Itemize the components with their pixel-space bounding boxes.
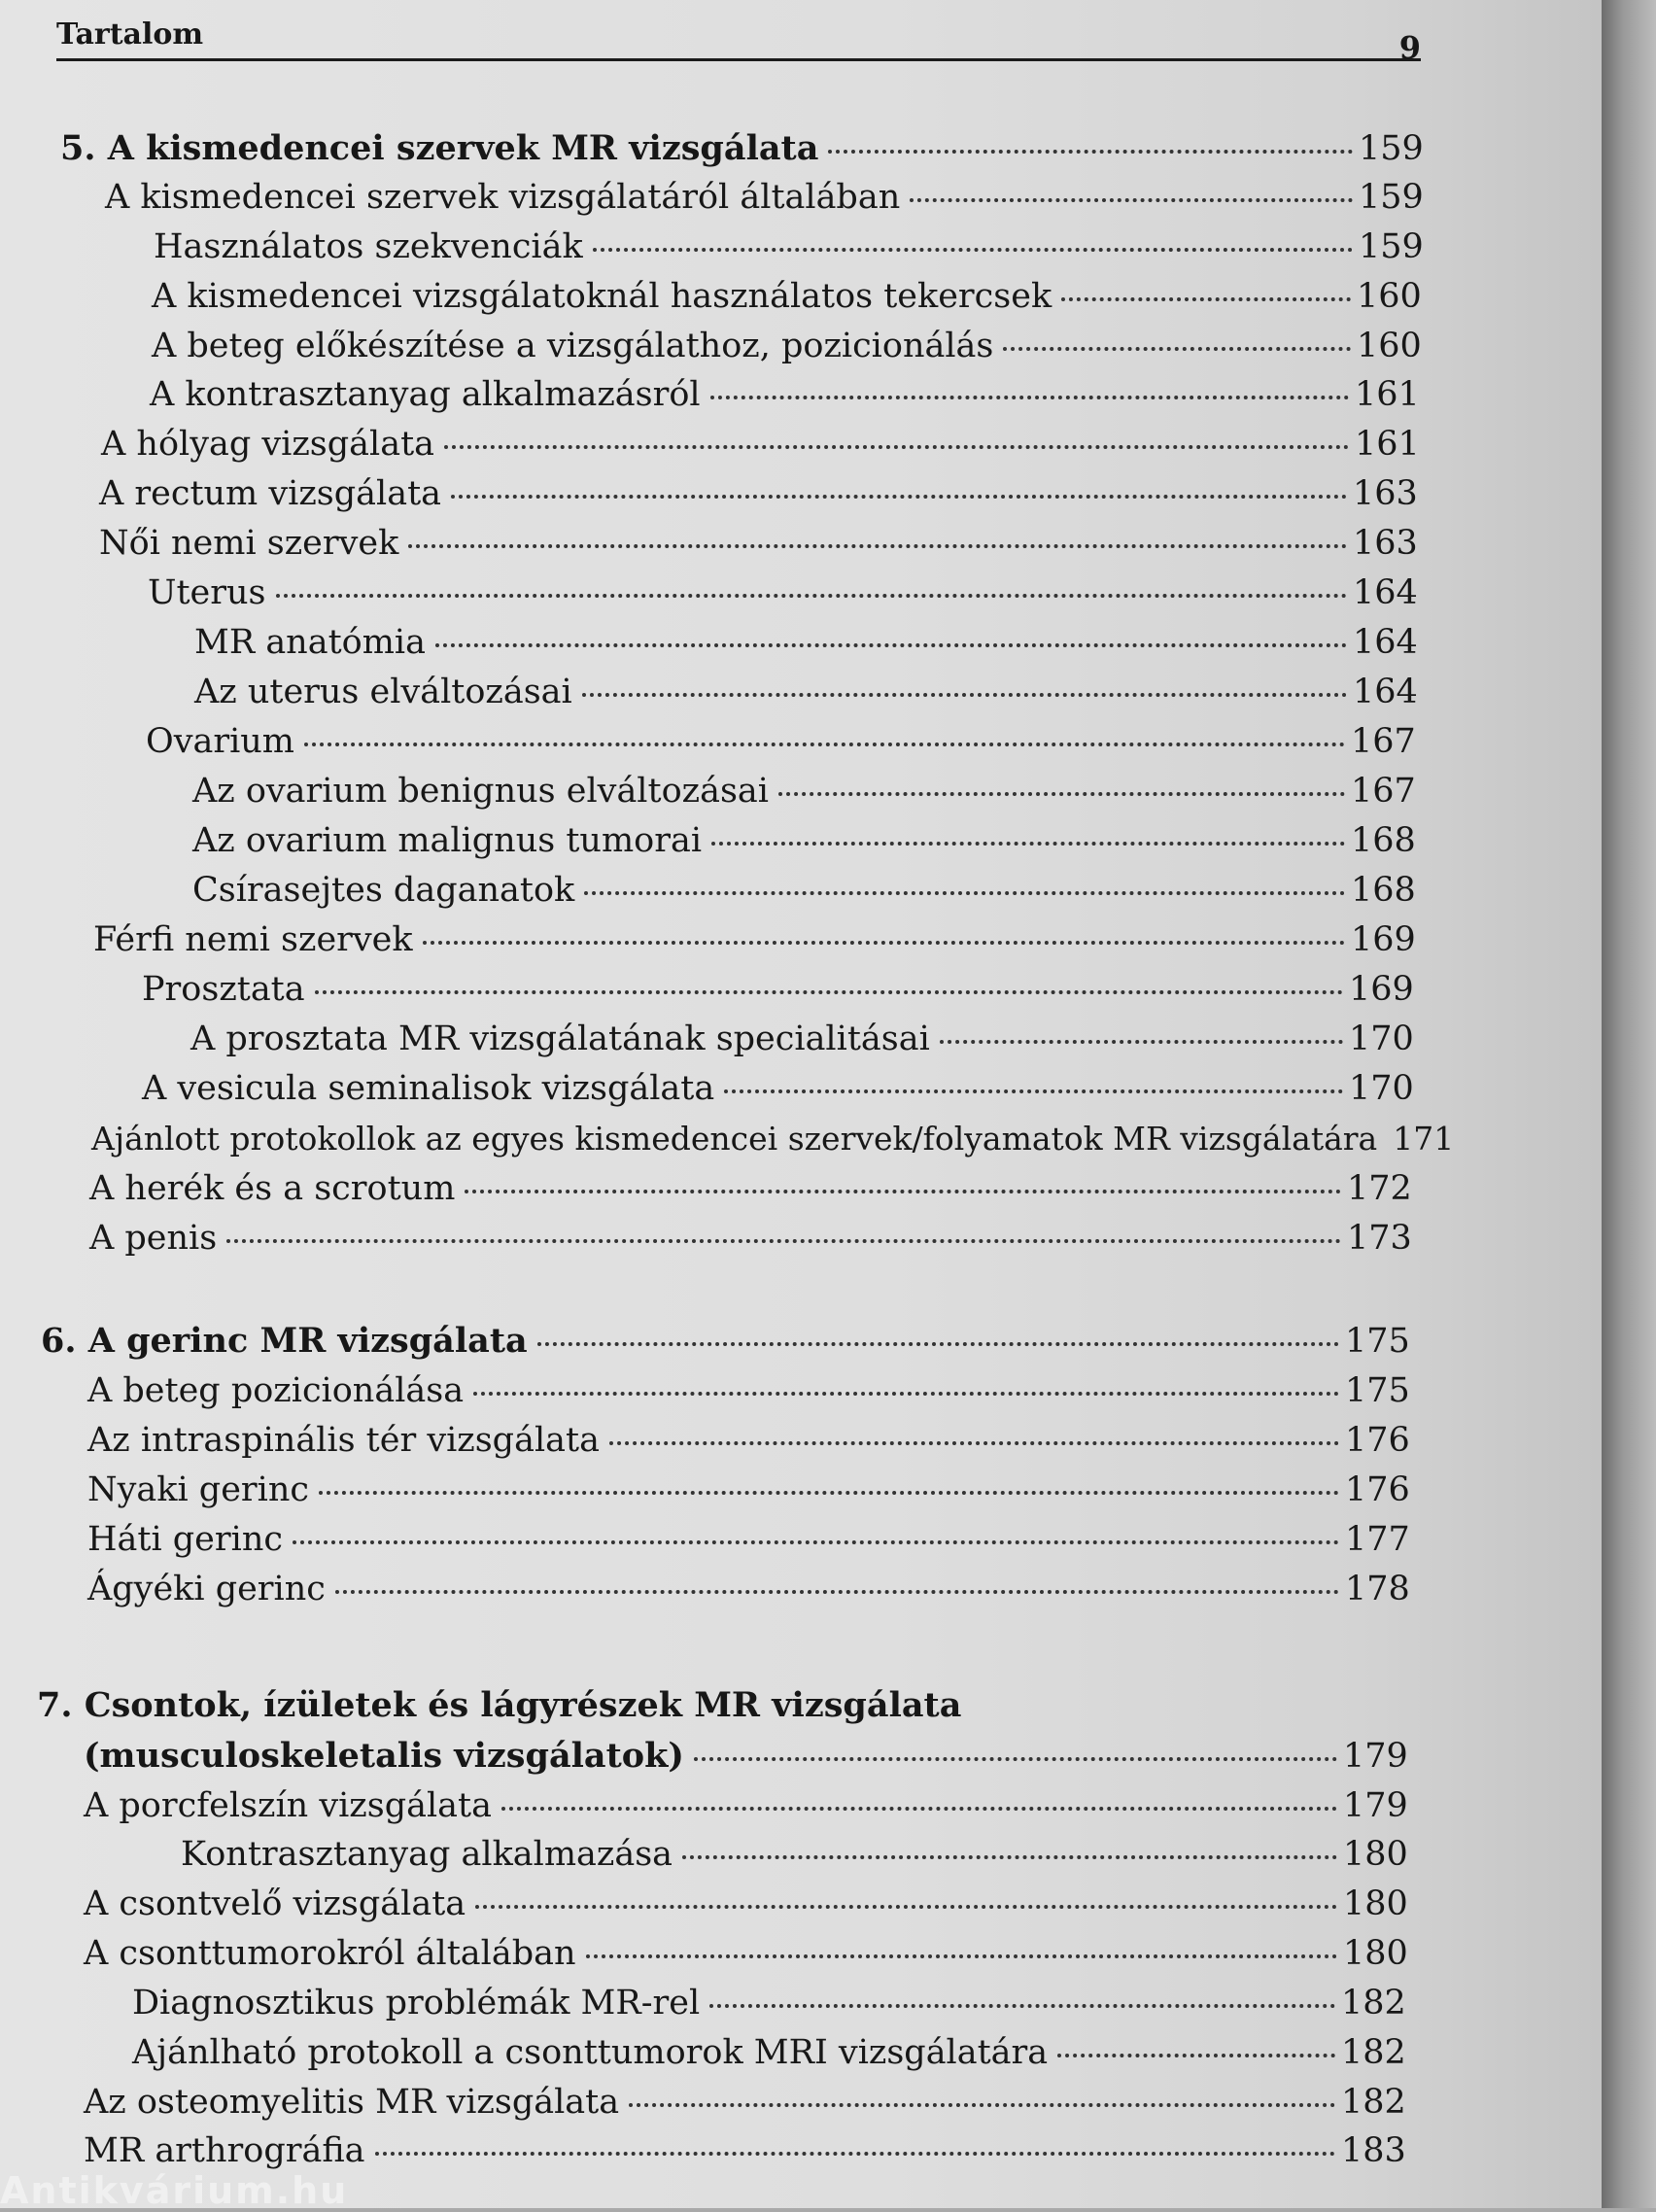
toc-entry[interactable]: A vesicula seminalisok vizsgálata 170 (142, 1069, 1414, 1108)
dot-leader (475, 1905, 1337, 1909)
dot-leader (828, 150, 1353, 154)
toc-entry[interactable]: Az osteomyelitis MR vizsgálata 182 (84, 2083, 1406, 2122)
toc-entry[interactable]: Diagnosztikus problémák MR-rel 182 (132, 1984, 1406, 2022)
watermark-text: Antikvárium.hu (0, 2169, 349, 2212)
dot-leader (584, 891, 1345, 895)
toc-entry[interactable]: Az ovarium malignus tumorai 168 (192, 821, 1416, 860)
dot-leader (586, 1954, 1337, 1958)
dot-leader (710, 396, 1349, 399)
dot-leader (276, 594, 1347, 598)
dot-leader (451, 495, 1347, 499)
page-gutter-shadow (1602, 0, 1656, 2208)
dot-leader (537, 1342, 1339, 1346)
toc-entry[interactable]: Férfi nemi szervek 169 (93, 920, 1416, 959)
dot-leader (694, 1757, 1337, 1761)
dot-leader (444, 445, 1349, 449)
dot-leader (724, 1089, 1343, 1093)
toc-entry[interactable]: MR anatómia 164 (194, 623, 1418, 662)
dot-leader (593, 248, 1353, 252)
toc-entry[interactable]: Az intraspinális tér vizsgálata 176 (87, 1421, 1410, 1460)
dot-leader (465, 1190, 1341, 1193)
dot-leader (582, 693, 1347, 697)
dot-leader (408, 544, 1347, 548)
toc-entry[interactable]: A penis 173 (89, 1219, 1412, 1258)
toc-entry[interactable]: A beteg előkészítése a vizsgálathoz, pozicionálás 160 (152, 327, 1422, 365)
toc-entry[interactable]: A kontrasztanyag alkalmazásról 161 (150, 375, 1420, 414)
toc-entry[interactable]: Ajánlható protokoll a csonttumorok MRI vizsgálatára 182 (132, 2033, 1406, 2072)
dot-leader (319, 1491, 1339, 1495)
toc-entry[interactable]: Nyaki gerinc 176 (87, 1470, 1410, 1509)
dot-leader (304, 743, 1345, 746)
toc-entry[interactable]: Csírasejtes daganatok 168 (192, 871, 1416, 910)
toc-entry[interactable]: Ovarium 167 (146, 722, 1416, 761)
toc-entry[interactable]: Az ovarium benignus elváltozásai 167 (192, 772, 1416, 811)
toc-entry[interactable]: A kismedencei vizsgálatoknál használatos tekercsek 160 (152, 277, 1422, 316)
dot-leader (1003, 347, 1351, 351)
toc-entry[interactable]: Prosztata 169 (142, 970, 1414, 1009)
toc-entry[interactable]: Használatos szekvenciák 159 (154, 227, 1424, 266)
toc-entry[interactable]: A porcfelszín vizsgálata 179 (84, 1786, 1408, 1825)
toc-entry[interactable]: A beteg pozicionálása 175 (87, 1371, 1410, 1410)
dot-leader (609, 1441, 1339, 1445)
running-head-title: Tartalom (56, 17, 204, 52)
dot-leader (501, 1807, 1337, 1811)
dot-leader (629, 2103, 1335, 2107)
toc-entry[interactable]: A prosztata MR vizsgálatának specialitásai 170 (190, 1020, 1414, 1058)
toc-entry[interactable]: A csonttumorokról általában 180 (84, 1934, 1408, 1973)
dot-leader (293, 1540, 1339, 1544)
toc-entry[interactable]: Háti gerinc 177 (87, 1520, 1410, 1559)
toc-chapter-7[interactable]: (musculoskeletalis vizsgálatok) 179 (84, 1736, 1408, 1776)
toc-chapter-6[interactable]: 6. A gerinc MR vizsgálata 175 (41, 1321, 1410, 1361)
toc-entry[interactable]: Kontrasztanyag alkalmazása 180 (181, 1835, 1408, 1874)
dot-leader (335, 1590, 1339, 1594)
toc-chapter-5[interactable]: 5. A kismedencei szervek MR vizsgálata 159 (60, 128, 1424, 168)
running-head-page-number: 9 (1398, 29, 1421, 66)
dot-leader (423, 941, 1345, 945)
dot-leader (375, 2152, 1335, 2156)
dot-leader (1057, 2054, 1335, 2057)
dot-leader (709, 2004, 1335, 2008)
dot-leader (435, 643, 1347, 647)
toc-entry[interactable]: A herék és a scrotum 172 (89, 1169, 1412, 1208)
dot-leader (682, 1855, 1337, 1859)
dot-leader (711, 842, 1345, 846)
toc-entry[interactable]: Uterus 164 (148, 573, 1418, 612)
toc-chapter-7-title[interactable]: 7. Csontok, ízületek és lágyrészek MR vizsgálata (37, 1685, 962, 1725)
toc-entry[interactable]: Ágyéki gerinc 178 (87, 1570, 1410, 1608)
toc-entry[interactable]: MR arthrográfia 183 (84, 2131, 1406, 2170)
toc-entry[interactable]: Női nemi szervek 163 (99, 524, 1418, 563)
dot-leader (1061, 297, 1351, 301)
toc-entry[interactable]: Az uterus elváltozásai 164 (194, 673, 1418, 711)
toc-entry[interactable]: A hólyag vizsgálata 161 (101, 425, 1420, 464)
dot-leader (315, 990, 1343, 994)
toc-entry[interactable]: A csontvelő vizsgálata 180 (84, 1884, 1408, 1923)
dot-leader (778, 792, 1345, 796)
toc-entry[interactable]: A rectum vizsgálata 163 (99, 474, 1418, 513)
dot-leader (473, 1392, 1339, 1396)
dot-leader (910, 198, 1353, 202)
dot-leader (226, 1239, 1341, 1243)
toc-entry[interactable]: A kismedencei szervek vizsgálatáról általában 159 (105, 178, 1424, 217)
dot-leader (940, 1040, 1343, 1044)
toc-entry[interactable]: Ajánlott protokollok az egyes kismedencei szervek/folyamatok MR vizsgálatára 171 (91, 1120, 1455, 1158)
